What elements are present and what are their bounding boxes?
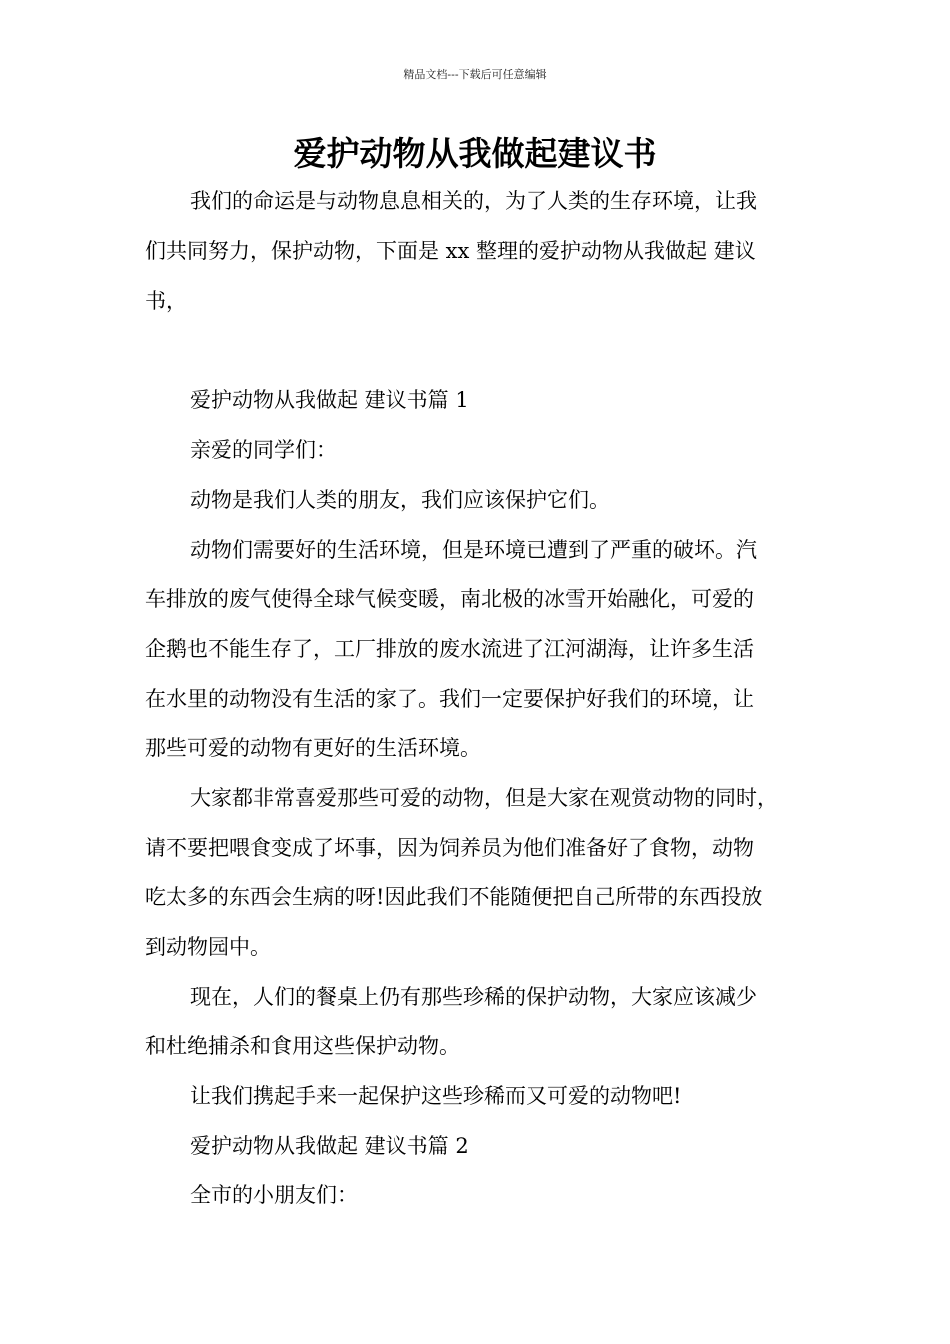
text-line: 企鹅也不能生存了，工厂排放的废水流进了江河湖海，让许多生活 (145, 637, 754, 661)
text-line: 动物是我们人类的朋友，我们应该保护它们。 (190, 488, 610, 512)
salutation: 全市的小朋友们： (190, 1183, 358, 1207)
text-line: 吃太多的东西会生病的呀!因此我们不能随便把自己所带的东西投放 (145, 885, 763, 909)
section-heading-1: 爱护动物从我做起 建议书篇 1 (190, 388, 469, 412)
header-note: 精品文档---下载后可任意编辑 (403, 68, 547, 81)
text-line: 那些可爱的动物有更好的生活环境。 (145, 736, 481, 760)
text-line: 我们的命运是与动物息息相关的，为了人类的生存环境，让我 (190, 189, 757, 213)
text-line: 动物们需要好的生活环境，但是环境已遭到了严重的破坏。汽 (190, 538, 757, 562)
text-line: 大家都非常喜爱那些可爱的动物，但是大家在观赏动物的同时， (190, 786, 778, 810)
text-line: 和杜绝捕杀和食用这些保护动物。 (145, 1034, 460, 1058)
text-line: 现在，人们的餐桌上仍有那些珍稀的保护动物，大家应该减少 (190, 985, 757, 1009)
text-line: 书， (145, 289, 187, 313)
text-line: 让我们携起手来一起保护这些珍稀而又可爱的动物吧! (190, 1084, 682, 1108)
text-line: 在水里的动物没有生活的家了。我们一定要保护好我们的环境，让 (145, 687, 754, 711)
text-line: 到动物园中。 (145, 935, 271, 959)
text-line: 请不要把喂食变成了坏事，因为饲养员为他们准备好了食物，动物 (145, 836, 754, 860)
text-line: 车排放的废气使得全球气候变暖，南北极的冰雪开始融化，可爱的 (145, 587, 754, 611)
text-line: 们共同努力，保护动物，下面是 xx 整理的爱护动物从我做起 建议 (145, 239, 756, 263)
salutation: 亲爱的同学们： (190, 438, 337, 462)
page-title: 爱护动物从我做起建议书 (293, 134, 657, 173)
section-heading-2: 爱护动物从我做起 建议书篇 2 (190, 1134, 469, 1158)
